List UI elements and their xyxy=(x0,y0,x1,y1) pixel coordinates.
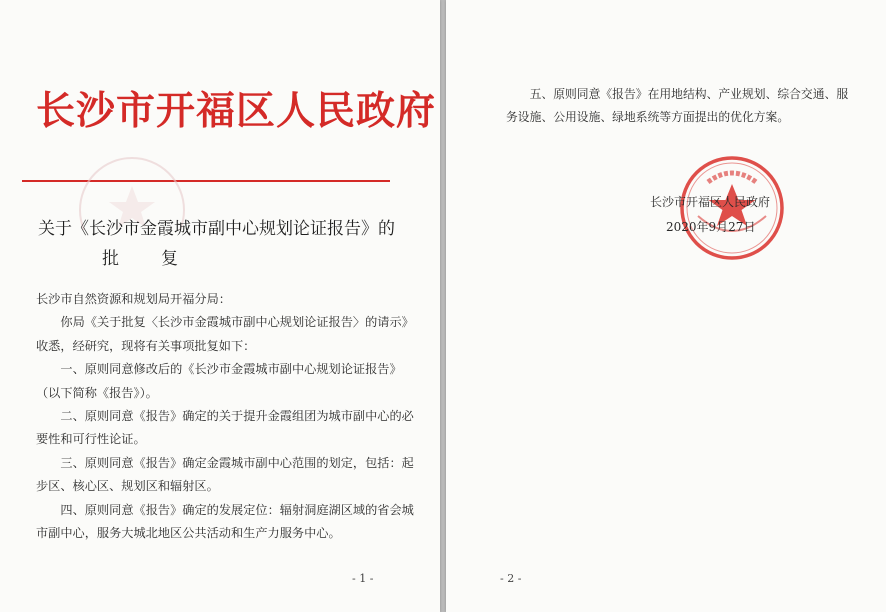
document-body xyxy=(506,83,856,129)
body-paragraph: 五、原则同意《报告》在用地结构、产业规划、综合交通、服务设施、公用设施、绿地系统等方面提出的优化方案。 xyxy=(506,87,849,124)
recipient-line: 长沙市自然资源和规划局开福分局： xyxy=(36,292,231,306)
body-paragraph: 你局《关于批复〈长沙市金霞城市副中心规划论证报告〉的请示》收悉，经研究，现将有关事项批复如下： xyxy=(36,315,414,353)
signer-organization: 长沙市开福区人民政府 xyxy=(650,195,771,209)
body-paragraph: 一、原则同意修改后的《长沙市金霞城市副中心规划论证报告》（以下简称《报告》）。 xyxy=(36,362,402,400)
page-number: - 2 - xyxy=(500,572,522,585)
page-number: - 1 - xyxy=(352,572,374,585)
body-paragraph: 四、原则同意《报告》确定的发展定位：辐射洞庭湖区域的省会城市副中心，服务大城北地区公共活动和生产力服务中心。 xyxy=(36,502,414,541)
document-page-2 xyxy=(446,0,886,612)
document-title: 关于《长沙市金霞城市副中心规划论证报告》的 xyxy=(38,219,395,239)
issuing-organization-banner: 长沙市开福区人民政府 xyxy=(36,88,437,134)
document-page-1 xyxy=(0,0,440,612)
body-paragraph: 三、原则同意《报告》确定金霞城市副中心范围的划定，包括：起步区、核心区、规划区和辐射区。 xyxy=(36,455,414,494)
signing-date: 2020年9月27日 xyxy=(666,220,756,234)
body-paragraph: 二、原则同意《报告》确定的关于提升金霞组团为城市副中心的必要性和可行性论证。 xyxy=(36,409,414,447)
document-subtitle: 批复 xyxy=(102,249,220,269)
document-body xyxy=(36,288,414,545)
